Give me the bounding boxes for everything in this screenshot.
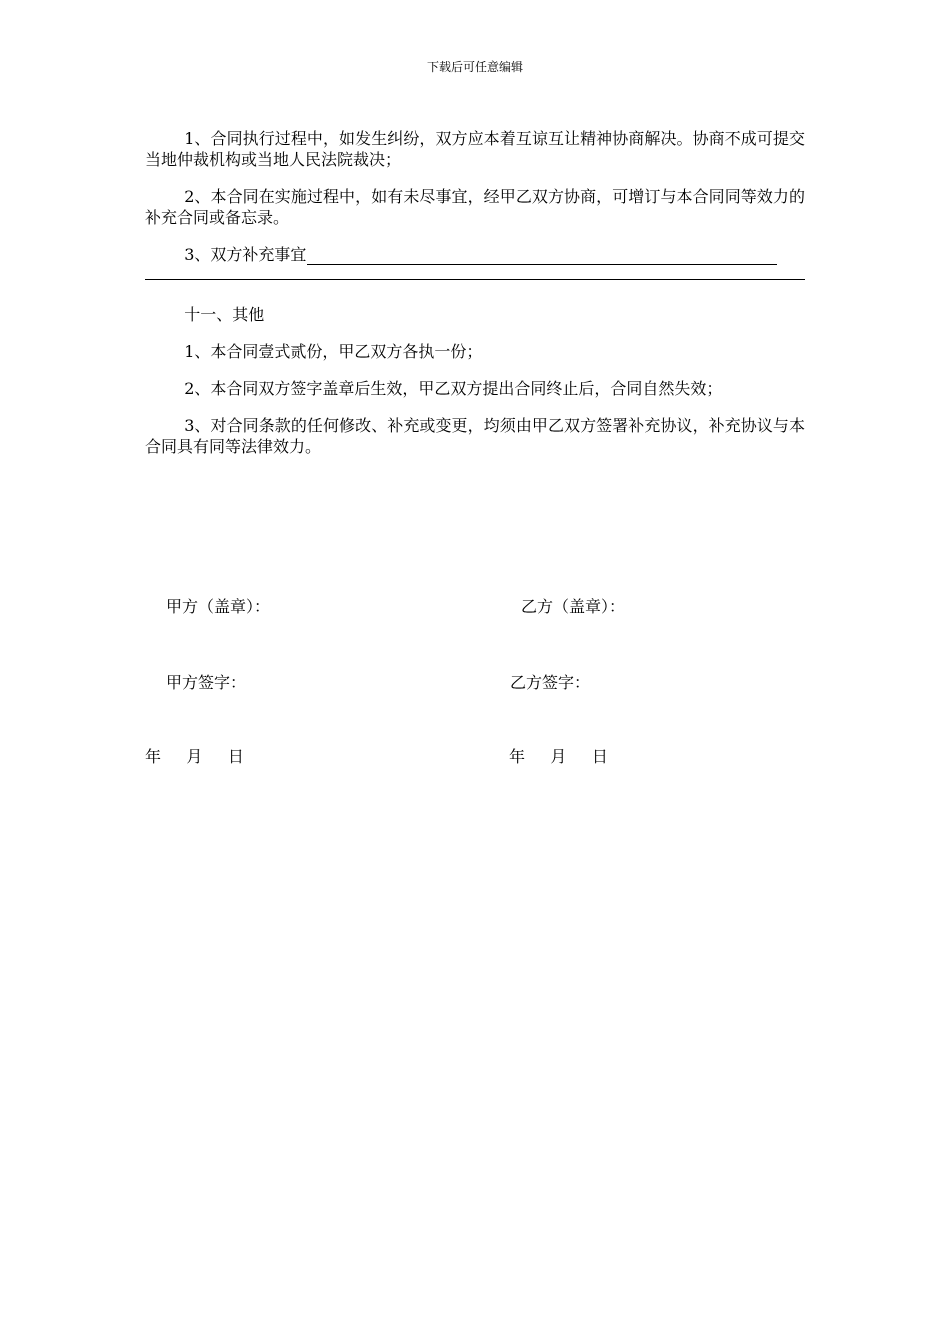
party-a-date: 年 月 日 [145,747,244,766]
party-b-seal-label: 乙方（盖章）： [521,597,626,616]
additional-matters-clause [145,244,805,265]
fill-in-line [307,248,777,265]
party-b-sign-label: 乙方签字： [510,673,591,692]
contract-body [145,128,805,473]
download-note: 下载后可任意编辑 [426,60,523,74]
other-item-3: 3、对合同条款的任何修改、补充或变更，均须由甲乙双方签署补充协议，补充协议与本合同具有同等法律效力。 [145,416,805,456]
other-item-1: 1、本合同壹式贰份，甲乙双方各执一份； [184,342,483,361]
other-item-2: 2、本合同双方签字盖章后生效，甲乙双方提出合同终止后，合同自然失效； [184,379,723,398]
party-a-sign-label: 甲方签字： [166,673,247,692]
supplement-clause: 2、本合同在实施过程中，如有未尽事宜，经甲乙双方协商，可增订与本合同同等效力的补充合同或备忘录。 [145,187,805,227]
additional-matters-label: 3、双方补充事宜 [184,245,307,264]
section-title-other: 十一、其他 [184,305,265,324]
dispute-clause: 1、合同执行过程中，如发生纠纷，双方应本着互谅互让精神协商解决。协商不成可提交当地仲裁机构或当地人民法院裁决； [145,129,805,169]
party-a-seal-label: 甲方（盖章）： [166,597,271,616]
fill-in-line-full [145,279,805,280]
party-b-date: 年 月 日 [509,747,608,766]
